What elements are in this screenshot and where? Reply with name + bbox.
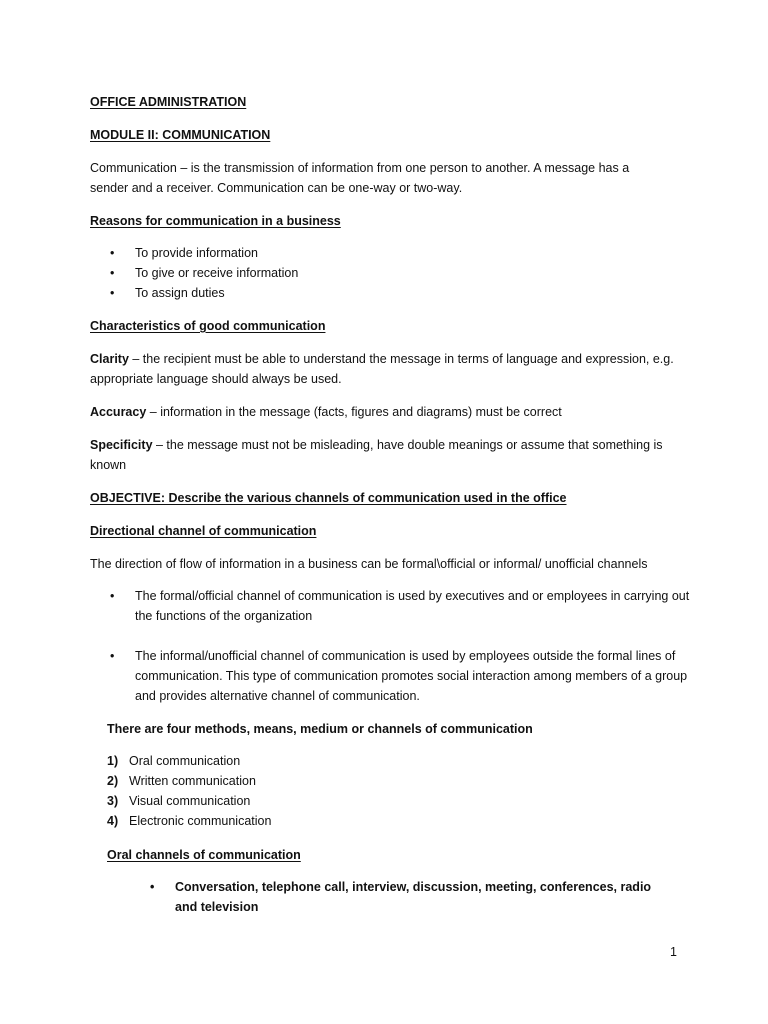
list-item: • To assign duties xyxy=(110,286,225,300)
oral-heading: Oral channels of communication xyxy=(107,848,301,862)
specificity-text: – the message must not be misleading, have double meanings or assume that something is known xyxy=(90,438,663,472)
list-item: 4) Electronic communication xyxy=(107,814,272,828)
direction-paragraph: The direction of flow of information in a business can be formal\official or informal/ unofficial channels xyxy=(90,557,648,571)
accuracy-paragraph xyxy=(90,402,690,422)
specificity-paragraph xyxy=(90,435,670,475)
oral-channels-text: Conversation, telephone call, interview, discussion, meeting, conferences, radio and television xyxy=(175,880,652,914)
module-heading: MODULE II: COMMUNICATION xyxy=(90,128,271,142)
list-item: 3) Visual communication xyxy=(107,794,251,808)
clarity-term: Clarity xyxy=(90,352,129,366)
objective-heading: OBJECTIVE: Describe the various channels of communication used in the office xyxy=(90,491,567,505)
list-item: 2) Written communication xyxy=(107,774,256,788)
informal-channel-text: The informal/unofficial channel of communication is used by employees outside the formal lines of communication. This type of communication promotes social interaction among members of a group and provides alternative channel of communication. xyxy=(135,649,688,703)
page-number: 1 xyxy=(670,945,677,959)
document-title: OFFICE ADMINISTRATION xyxy=(90,95,247,109)
directional-heading: Directional channel of communication xyxy=(90,524,317,538)
formal-channel-text: The formal/official channel of communication is used by executives and or employees in carrying out the functions of the organization xyxy=(135,589,690,623)
methods-heading: There are four methods, means, medium or channels of communication xyxy=(107,722,533,736)
list-item: • Conversation, telephone call, interview, discussion, meeting, conferences, radio and television xyxy=(150,877,670,917)
list-item: • The formal/official channel of communication is used by executives and or employees in carrying out the functions of the organization xyxy=(110,586,690,626)
list-item: • The informal/unofficial channel of communication is used by employees outside the formal lines of communication. This type of communication promotes social interaction among members of a group and provides alternative channel of communication. xyxy=(110,646,690,706)
clarity-paragraph xyxy=(90,349,690,389)
list-item: 1) Oral communication xyxy=(107,754,241,768)
list-item: • To give or receive information xyxy=(110,266,299,280)
intro-paragraph: Communication – is the transmission of information from one person to another. A message has a sender and a receiver. Communication can be one-way or two-way. xyxy=(90,161,630,195)
characteristics-heading: Characteristics of good communication xyxy=(90,319,326,333)
accuracy-term: Accuracy xyxy=(90,405,147,419)
specificity-term: Specificity xyxy=(90,438,153,452)
clarity-text: – the recipient must be able to understand the message in terms of language and expression, e.g. appropriate language should always be used. xyxy=(90,352,674,386)
accuracy-text: – information in the message (facts, figures and diagrams) must be correct xyxy=(146,405,562,419)
list-item: • To provide information xyxy=(110,246,258,260)
reasons-heading: Reasons for communication in a business xyxy=(90,214,341,228)
